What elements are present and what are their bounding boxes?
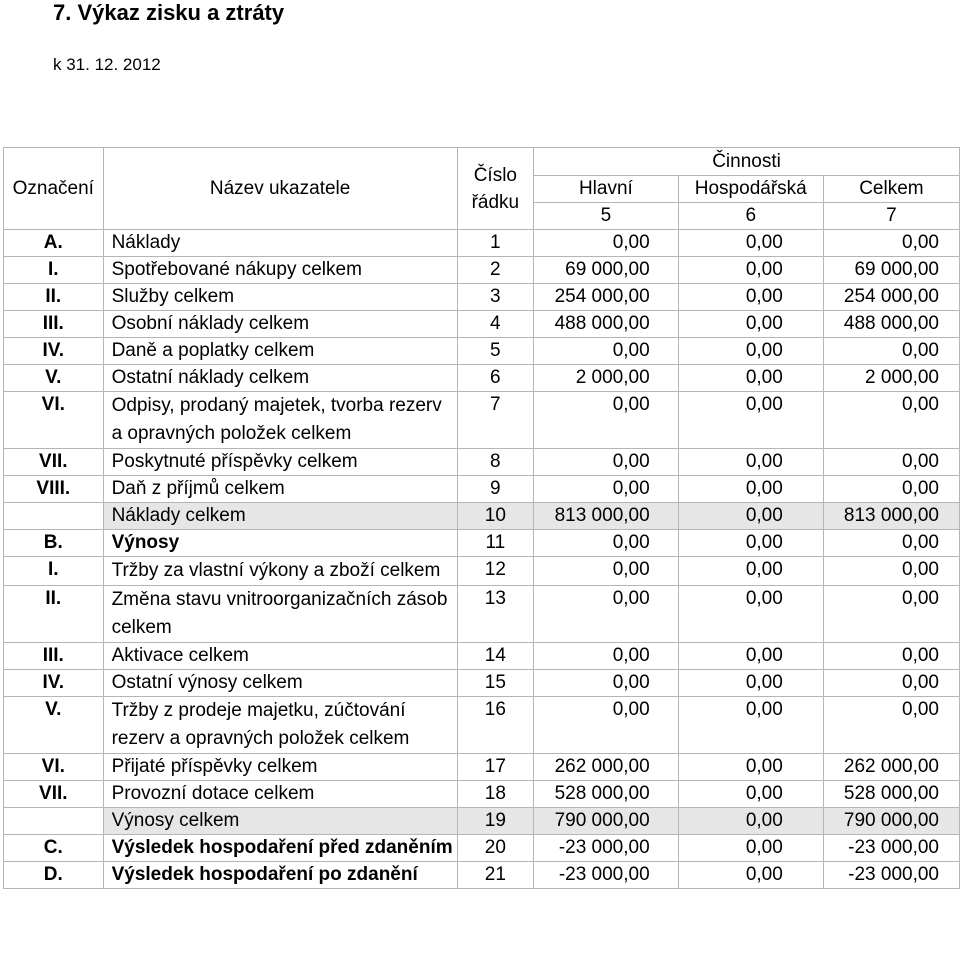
row-code: I.	[4, 257, 104, 284]
row-code: IV.	[4, 338, 104, 365]
row-code: III.	[4, 311, 104, 338]
row-value-total: 254 000,00	[823, 284, 959, 311]
row-value-total: 0,00	[823, 476, 959, 503]
table-row	[4, 284, 960, 311]
table-row	[4, 530, 960, 557]
row-name: Ostatní náklady celkem	[103, 365, 457, 392]
table-row	[4, 476, 960, 503]
row-value-main: 0,00	[534, 557, 679, 586]
row-value-total: 0,00	[823, 670, 959, 697]
table-row	[4, 586, 960, 643]
row-value-total: 790 000,00	[823, 808, 959, 835]
row-name: Osobní náklady celkem	[103, 311, 457, 338]
table-row	[4, 781, 960, 808]
table-row	[4, 835, 960, 862]
row-value-total: 0,00	[823, 697, 959, 754]
row-value-economic: 0,00	[678, 697, 823, 754]
row-number: 19	[457, 808, 533, 835]
row-name: Aktivace celkem	[103, 643, 457, 670]
row-value-economic: 0,00	[678, 392, 823, 449]
row-name: Odpisy, prodaný majetek, tvorba rezerv a opravných položek celkem	[103, 392, 457, 449]
table-row	[4, 862, 960, 889]
row-value-main: 0,00	[534, 670, 679, 697]
row-value-total: 0,00	[823, 230, 959, 257]
row-code: VII.	[4, 781, 104, 808]
row-code: V.	[4, 697, 104, 754]
row-number: 6	[457, 365, 533, 392]
row-value-economic: 0,00	[678, 643, 823, 670]
row-value-total: 0,00	[823, 338, 959, 365]
row-number: 18	[457, 781, 533, 808]
header-economic: Hospodářská	[678, 176, 823, 203]
row-code: IV.	[4, 670, 104, 697]
row-name: Spotřebované nákupy celkem	[103, 257, 457, 284]
row-value-economic: 0,00	[678, 311, 823, 338]
row-code: I.	[4, 557, 104, 586]
row-name: Výsledek hospodaření po zdanění	[103, 862, 457, 889]
table-row	[4, 257, 960, 284]
row-name: Tržby za vlastní výkony a zboží celkem	[103, 557, 457, 586]
row-value-total: 813 000,00	[823, 503, 959, 530]
row-value-total: 0,00	[823, 586, 959, 643]
table-row	[4, 808, 960, 835]
row-code	[4, 503, 104, 530]
page-title: 7. Výkaz zisku a ztráty	[53, 0, 285, 25]
row-value-main: 790 000,00	[534, 808, 679, 835]
row-value-total: 488 000,00	[823, 311, 959, 338]
row-code: V.	[4, 365, 104, 392]
table-row	[4, 754, 960, 781]
row-number: 8	[457, 449, 533, 476]
row-value-total: 528 000,00	[823, 781, 959, 808]
row-name: Poskytnuté příspěvky celkem	[103, 449, 457, 476]
table-body	[4, 230, 960, 889]
row-name: Provozní dotace celkem	[103, 781, 457, 808]
row-value-total: 0,00	[823, 557, 959, 586]
row-value-total: 2 000,00	[823, 365, 959, 392]
row-name: Přijaté příspěvky celkem	[103, 754, 457, 781]
row-value-main: -23 000,00	[534, 862, 679, 889]
row-value-economic: 0,00	[678, 338, 823, 365]
row-value-economic: 0,00	[678, 670, 823, 697]
row-number: 17	[457, 754, 533, 781]
row-value-economic: 0,00	[678, 365, 823, 392]
row-name: Tržby z prodeje majetku, zúčtování rezerv a opravných položek celkem	[103, 697, 457, 754]
row-value-main: 2 000,00	[534, 365, 679, 392]
row-value-total: -23 000,00	[823, 835, 959, 862]
row-code	[4, 808, 104, 835]
row-value-main: 0,00	[534, 449, 679, 476]
row-name: Změna stavu vnitroorganizačních zásob celkem	[103, 586, 457, 643]
row-number: 1	[457, 230, 533, 257]
row-number: 14	[457, 643, 533, 670]
row-number: 12	[457, 557, 533, 586]
row-value-main: 0,00	[534, 586, 679, 643]
row-value-main: 0,00	[534, 392, 679, 449]
header-activities: Činnosti	[534, 148, 960, 176]
table-row	[4, 449, 960, 476]
row-value-main: 813 000,00	[534, 503, 679, 530]
row-value-economic: 0,00	[678, 530, 823, 557]
row-number: 10	[457, 503, 533, 530]
table-row	[4, 338, 960, 365]
row-number: 7	[457, 392, 533, 449]
row-name: Náklady	[103, 230, 457, 257]
row-name: Daň z příjmů celkem	[103, 476, 457, 503]
row-value-total: 0,00	[823, 643, 959, 670]
table-row	[4, 670, 960, 697]
row-code: III.	[4, 643, 104, 670]
row-code: II.	[4, 586, 104, 643]
row-value-main: 0,00	[534, 230, 679, 257]
row-number: 13	[457, 586, 533, 643]
row-value-economic: 0,00	[678, 503, 823, 530]
income-statement-table	[3, 147, 960, 889]
row-value-economic: 0,00	[678, 284, 823, 311]
row-number: 21	[457, 862, 533, 889]
row-value-economic: 0,00	[678, 476, 823, 503]
row-code: VI.	[4, 754, 104, 781]
row-code: II.	[4, 284, 104, 311]
row-number: 3	[457, 284, 533, 311]
table-row	[4, 643, 960, 670]
row-name: Výsledek hospodaření před zdaněním	[103, 835, 457, 862]
row-code: VII.	[4, 449, 104, 476]
row-number: 2	[457, 257, 533, 284]
row-value-main: 0,00	[534, 530, 679, 557]
header-row-number: Číslo řádku	[457, 148, 533, 230]
row-number: 4	[457, 311, 533, 338]
row-value-economic: 0,00	[678, 586, 823, 643]
row-value-economic: 0,00	[678, 835, 823, 862]
table-row	[4, 311, 960, 338]
row-code: D.	[4, 862, 104, 889]
row-value-economic: 0,00	[678, 862, 823, 889]
row-name: Ostatní výnosy celkem	[103, 670, 457, 697]
row-code: C.	[4, 835, 104, 862]
row-number: 16	[457, 697, 533, 754]
row-number: 15	[457, 670, 533, 697]
row-value-economic: 0,00	[678, 557, 823, 586]
row-value-total: 262 000,00	[823, 754, 959, 781]
row-name: Daně a poplatky celkem	[103, 338, 457, 365]
row-value-total: 0,00	[823, 530, 959, 557]
header-col-6: 6	[678, 203, 823, 230]
row-value-main: 528 000,00	[534, 781, 679, 808]
row-value-total: 0,00	[823, 392, 959, 449]
row-value-economic: 0,00	[678, 754, 823, 781]
row-value-total: -23 000,00	[823, 862, 959, 889]
header-main: Hlavní	[534, 176, 679, 203]
row-code: B.	[4, 530, 104, 557]
row-value-economic: 0,00	[678, 449, 823, 476]
row-name: Výnosy celkem	[103, 808, 457, 835]
header-name: Název ukazatele	[103, 148, 457, 230]
row-value-total: 0,00	[823, 449, 959, 476]
row-value-main: 0,00	[534, 476, 679, 503]
row-value-main: 0,00	[534, 697, 679, 754]
row-code: A.	[4, 230, 104, 257]
row-value-economic: 0,00	[678, 257, 823, 284]
row-value-main: 262 000,00	[534, 754, 679, 781]
table-row	[4, 230, 960, 257]
table-row	[4, 503, 960, 530]
row-number: 20	[457, 835, 533, 862]
row-value-main: -23 000,00	[534, 835, 679, 862]
row-value-main: 69 000,00	[534, 257, 679, 284]
header-col-5: 5	[534, 203, 679, 230]
header-col-7: 7	[823, 203, 959, 230]
header-designation: Označení	[4, 148, 104, 230]
row-value-economic: 0,00	[678, 808, 823, 835]
row-value-total: 69 000,00	[823, 257, 959, 284]
header-total: Celkem	[823, 176, 959, 203]
table-row	[4, 697, 960, 754]
table-row	[4, 392, 960, 449]
row-name: Výnosy	[103, 530, 457, 557]
row-value-main: 0,00	[534, 338, 679, 365]
table-row	[4, 365, 960, 392]
row-value-main: 0,00	[534, 643, 679, 670]
row-number: 11	[457, 530, 533, 557]
row-name: Služby celkem	[103, 284, 457, 311]
table-row	[4, 557, 960, 586]
row-number: 5	[457, 338, 533, 365]
row-value-economic: 0,00	[678, 781, 823, 808]
row-value-main: 488 000,00	[534, 311, 679, 338]
row-code: VI.	[4, 392, 104, 449]
row-code: VIII.	[4, 476, 104, 503]
row-number: 9	[457, 476, 533, 503]
row-name: Náklady celkem	[103, 503, 457, 530]
row-value-main: 254 000,00	[534, 284, 679, 311]
row-value-economic: 0,00	[678, 230, 823, 257]
report-date: k 31. 12. 2012	[53, 55, 161, 74]
